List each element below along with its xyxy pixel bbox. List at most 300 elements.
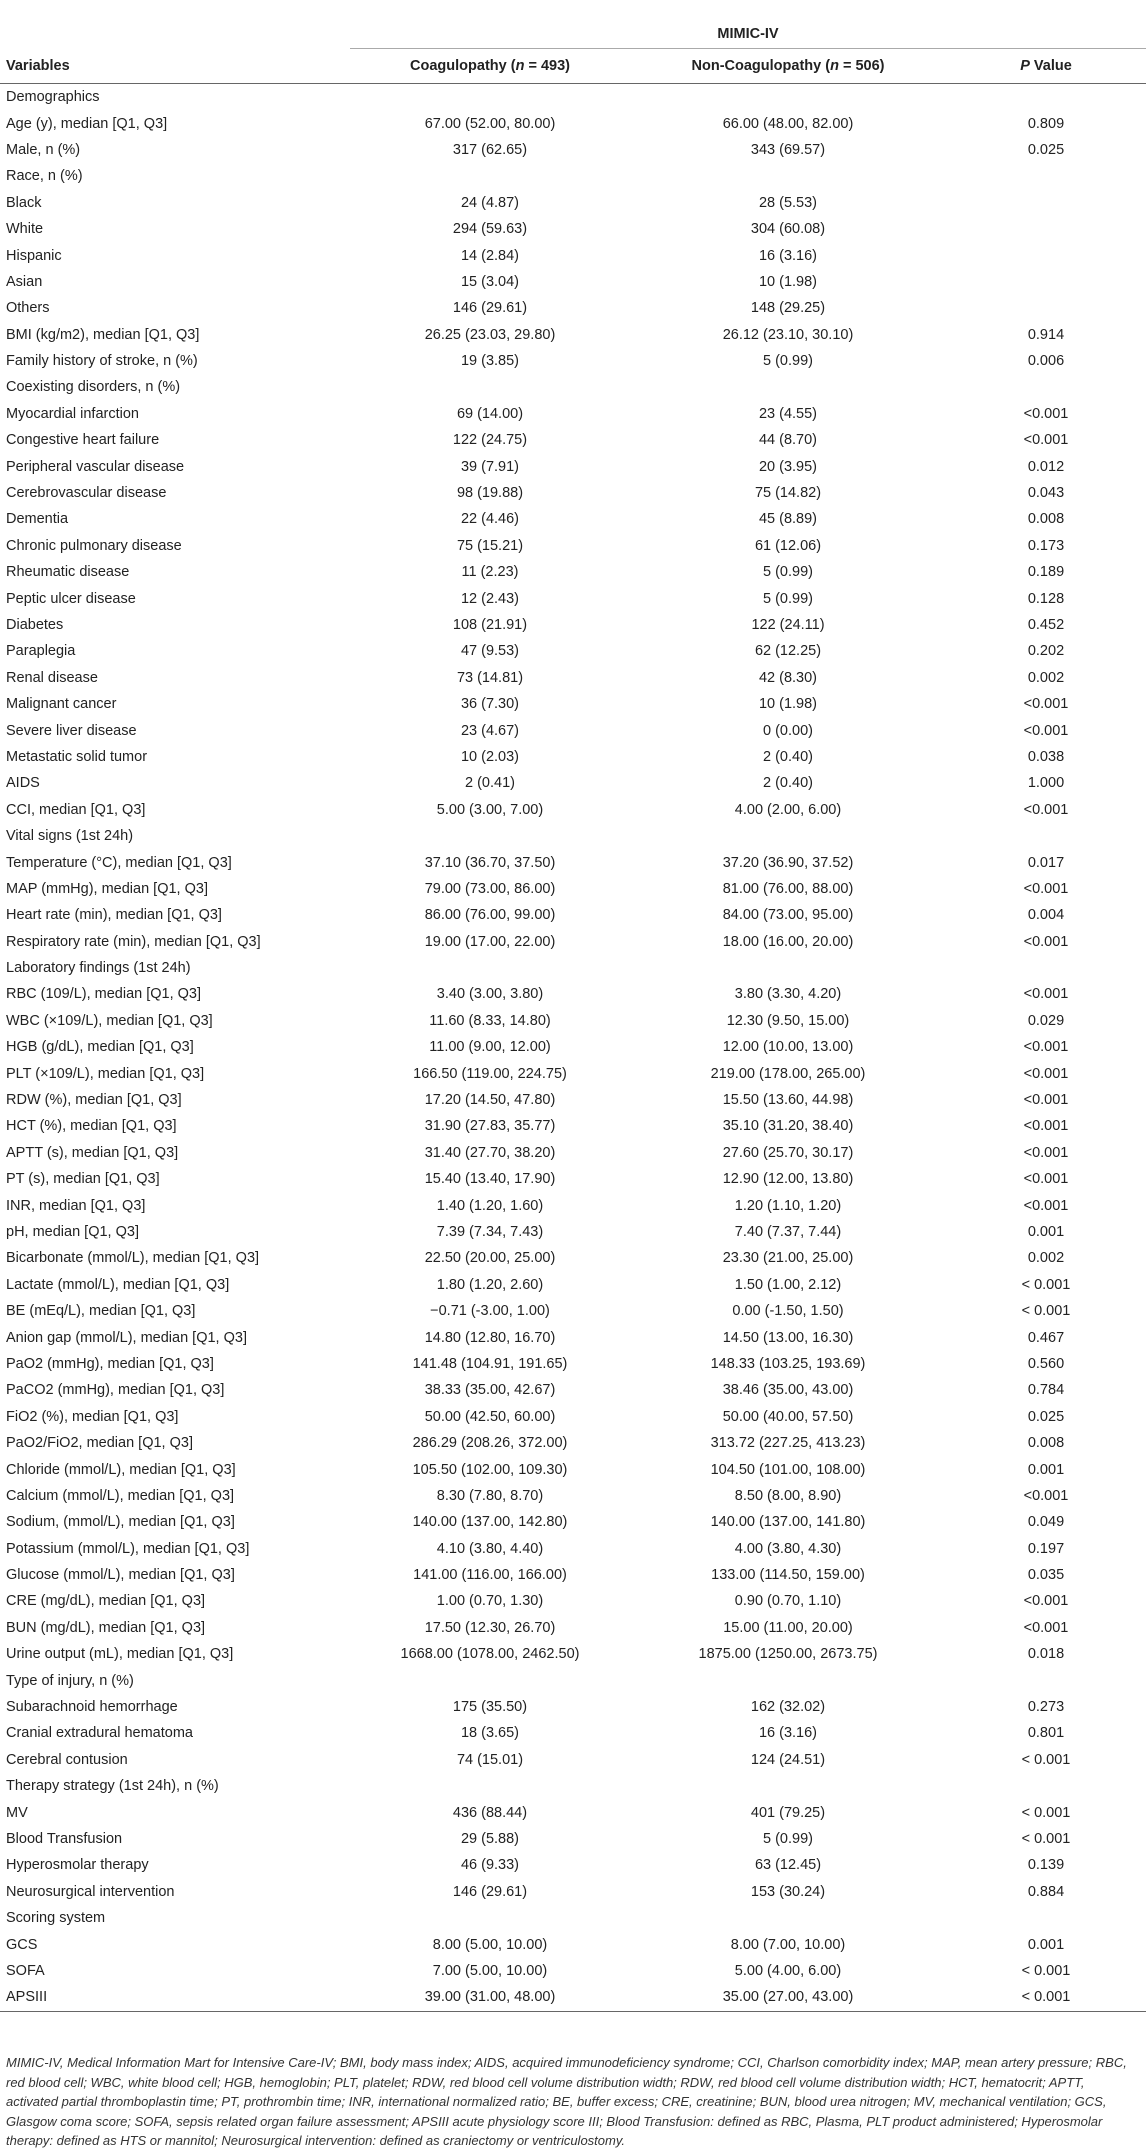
- variable-cell: Peptic ulcer disease: [6, 590, 136, 607]
- coagulopathy-cell: 15 (3.04): [460, 273, 520, 290]
- table-row: [0, 1931, 1146, 1957]
- coagulopathy-cell: 8.00 (5.00, 10.00): [432, 1936, 548, 1953]
- coagulopathy-cell: [350, 1667, 630, 1693]
- p-value-cell: [946, 269, 1146, 295]
- coagulopathy-cell: 146 (29.61): [452, 1883, 528, 1900]
- table-row: [0, 797, 1146, 823]
- table-row: [0, 216, 1146, 242]
- group-header-spacer: [0, 0, 350, 49]
- coagulopathy-cell: 69 (14.00): [456, 405, 524, 422]
- table-row: [0, 1799, 1146, 1825]
- coagulopathy-cell: 18 (3.65): [460, 1725, 520, 1742]
- non-coagulopathy-cell: 12.00 (10.00, 13.00): [722, 1039, 854, 1056]
- non-coagulopathy-cell: 23.30 (21.00, 25.00): [722, 1250, 854, 1267]
- non-coagulopathy-cell: 15.50 (13.60, 44.98): [722, 1092, 854, 1109]
- table-row: [0, 876, 1146, 902]
- coagulopathy-cell: 7.00 (5.00, 10.00): [432, 1962, 548, 1979]
- p-value-cell: <0.001: [1023, 986, 1069, 1003]
- variable-cell: Potassium (mmol/L), median [Q1, Q3]: [6, 1540, 250, 1557]
- non-coagulopathy-cell: 122 (24.11): [751, 617, 825, 633]
- p-value-cell: <0.001: [1023, 722, 1069, 739]
- variable-cell: Diabetes: [6, 617, 64, 633]
- table-row: [0, 902, 1146, 928]
- non-coagulopathy-cell: 304 (60.08): [750, 221, 826, 238]
- table-row: [0, 1113, 1146, 1139]
- p-value-cell: <0.001: [1023, 432, 1069, 449]
- non-coagulopathy-cell: 219.00 (178.00, 265.00): [710, 1065, 866, 1082]
- study-group-header: MIMIC-IV: [350, 0, 1146, 49]
- coagulopathy-cell: 5.00 (3.00, 7.00): [436, 801, 544, 818]
- variable-cell: SOFA: [6, 1962, 45, 1979]
- p-value-cell: <0.001: [1023, 1593, 1069, 1610]
- coagulopathy-cell: 17.50 (12.30, 26.70): [424, 1619, 556, 1636]
- p-value-cell: < 0.001: [1021, 1804, 1071, 1821]
- non-coagulopathy-cell: 104.50 (101.00, 108.00): [710, 1461, 866, 1478]
- table-row: [0, 1430, 1146, 1456]
- non-coagulopathy-cell: [630, 1667, 946, 1693]
- p-value-cell: 0.173: [1027, 537, 1065, 554]
- coagulopathy-cell: 11.00 (9.00, 12.00): [429, 1039, 551, 1056]
- table-row: [0, 691, 1146, 717]
- variable-cell: Congestive heart failure: [6, 432, 160, 449]
- section-row: [0, 84, 1146, 111]
- variable-cell: pH, median [Q1, Q3]: [6, 1223, 139, 1240]
- p-value-cell: 0.884: [1027, 1883, 1065, 1900]
- table-row: [0, 1588, 1146, 1614]
- p-value-cell: 0.018: [1027, 1646, 1065, 1663]
- p-value-cell: 0.467: [1027, 1329, 1065, 1346]
- table-row: [0, 1641, 1146, 1667]
- section-row: [0, 1905, 1146, 1931]
- non-coagulopathy-cell: 4.00 (2.00, 6.00): [734, 801, 842, 818]
- p-value-cell: 0.025: [1027, 141, 1065, 158]
- p-value-cell: < 0.001: [946, 1984, 1146, 2011]
- non-coagulopathy-cell: 313.72 (227.25, 413.23): [710, 1435, 866, 1452]
- variable-cell: Dementia: [6, 511, 69, 528]
- non-coagulopathy-cell: 66.00 (48.00, 82.00): [722, 115, 854, 132]
- variable-cell: Urine output (mL), median [Q1, Q3]: [6, 1646, 234, 1663]
- table-row: [0, 929, 1146, 955]
- variable-cell: PaO2/FiO2, median [Q1, Q3]: [6, 1435, 193, 1452]
- table-row: [0, 585, 1146, 611]
- non-coagulopathy-cell: 3.80 (3.30, 4.20): [734, 986, 842, 1003]
- variable-cell: Cerebrovascular disease: [6, 485, 167, 502]
- coagulopathy-cell: 26.25 (23.03, 29.80): [424, 326, 556, 343]
- coagulopathy-cell: 1.80 (1.20, 2.60): [436, 1276, 544, 1293]
- variable-cell: Vital signs (1st 24h): [6, 828, 134, 845]
- non-coagulopathy-cell: 12.90 (12.00, 13.80): [722, 1171, 854, 1188]
- p-value-cell: 0.012: [1027, 458, 1065, 475]
- coagulopathy-cell: 24 (4.87): [460, 194, 520, 211]
- p-value-cell: 0.001: [1027, 1223, 1065, 1240]
- variable-cell: HCT (%), median [Q1, Q3]: [6, 1118, 177, 1135]
- coagulopathy-cell: 50.00 (42.50, 60.00): [424, 1408, 556, 1425]
- coagulopathy-cell: 29 (5.88): [460, 1830, 520, 1847]
- variable-cell: Race, n (%): [6, 168, 83, 185]
- table-row: [0, 1984, 1146, 2011]
- non-coagulopathy-cell: 5 (0.99): [763, 1830, 813, 1847]
- variable-cell: Black: [6, 194, 42, 211]
- coagulopathy-cell: 10 (2.03): [460, 748, 520, 765]
- table-row: [0, 1747, 1146, 1773]
- table-row: [0, 1060, 1146, 1086]
- table-row: [0, 1140, 1146, 1166]
- table-row: [0, 1694, 1146, 1720]
- coagulopathy-cell: 31.40 (27.70, 38.20): [424, 1144, 556, 1161]
- table-row: [0, 1483, 1146, 1509]
- variable-cell: Coexisting disorders, n (%): [6, 379, 181, 396]
- coagulopathy-cell: 79.00 (73.00, 86.00): [424, 880, 556, 897]
- coagulopathy-cell: 166.50 (119.00, 224.75): [413, 1065, 567, 1082]
- non-coagulopathy-cell: 15.00 (11.00, 20.00): [723, 1619, 853, 1636]
- table-row: [0, 1192, 1146, 1218]
- p-value-cell: <0.001: [1023, 933, 1069, 950]
- p-value-cell: 0.784: [1027, 1382, 1065, 1399]
- p-value-cell: 0.002: [1027, 1250, 1065, 1267]
- p-value-cell: 0.049: [1027, 1514, 1065, 1531]
- table-row: [0, 1087, 1146, 1113]
- non-coagulopathy-cell: 10 (1.98): [758, 273, 818, 290]
- p-value-cell: [946, 242, 1146, 268]
- coagulopathy-cell: 317 (62.65): [452, 141, 528, 158]
- variable-cell: INR, median [Q1, Q3]: [6, 1197, 146, 1214]
- variable-cell: Bicarbonate (mmol/L), median [Q1, Q3]: [6, 1250, 260, 1267]
- variable-cell: BMI (kg/m2), median [Q1, Q3]: [6, 326, 200, 343]
- coagulopathy-cell: −0.71 (-3.00, 1.00): [430, 1303, 550, 1320]
- p-value-cell: [946, 216, 1146, 242]
- variable-cell: Respiratory rate (min), median [Q1, Q3]: [6, 933, 261, 950]
- variable-cell: Rheumatic disease: [6, 564, 130, 581]
- p-value-cell: <0.001: [1023, 696, 1069, 713]
- table-row: [0, 506, 1146, 532]
- table-row: [0, 401, 1146, 427]
- table-row: [0, 1245, 1146, 1271]
- section-row: [0, 1773, 1146, 1799]
- p-value-cell: 0.035: [1027, 1567, 1065, 1584]
- non-coagulopathy-cell: [630, 823, 946, 849]
- coagulopathy-cell: 141.00 (116.00, 166.00): [413, 1567, 567, 1584]
- variable-cell: Therapy strategy (1st 24h), n (%): [6, 1778, 219, 1795]
- coagulopathy-cell: 46 (9.33): [460, 1857, 520, 1874]
- table-row: [0, 1456, 1146, 1482]
- table-row: [0, 322, 1146, 348]
- p-value-cell: 0.914: [1027, 326, 1065, 343]
- variable-cell: BE (mEq/L), median [Q1, Q3]: [6, 1303, 196, 1320]
- non-coagulopathy-cell: 18.00 (16.00, 20.00): [722, 933, 854, 950]
- variable-cell: Hyperosmolar therapy: [6, 1857, 149, 1874]
- non-coagulopathy-cell: 27.60 (25.70, 30.17): [722, 1144, 854, 1161]
- non-coagulopathy-cell: 50.00 (40.00, 57.50): [722, 1408, 854, 1425]
- table-row: [0, 427, 1146, 453]
- non-coagulopathy-cell: 2 (0.40): [763, 775, 813, 792]
- non-coagulopathy-cell: 37.20 (36.90, 37.52): [722, 854, 854, 871]
- non-coagulopathy-cell: [630, 374, 946, 400]
- non-coagulopathy-cell: 45 (8.89): [758, 511, 818, 528]
- non-coagulopathy-cell: 5.00 (4.00, 6.00): [734, 1962, 842, 1979]
- non-coagulopathy-cell: [630, 955, 946, 981]
- table-row: [0, 269, 1146, 295]
- non-coagulopathy-cell: 8.00 (7.00, 10.00): [730, 1936, 846, 1953]
- p-value-cell: 0.801: [1027, 1725, 1065, 1742]
- p-value-cell: < 0.001: [1021, 1303, 1071, 1320]
- variable-cell: Sodium, (mmol/L), median [Q1, Q3]: [6, 1514, 235, 1531]
- variable-cell: AIDS: [6, 775, 40, 792]
- non-coagulopathy-cell: 4.00 (3.80, 4.30): [734, 1540, 842, 1557]
- variable-cell: Chronic pulmonary disease: [6, 537, 182, 554]
- section-row: [0, 955, 1146, 981]
- variable-cell: Others: [6, 300, 50, 317]
- variable-cell: GCS: [6, 1936, 38, 1953]
- coagulopathy-cell: 436 (88.44): [452, 1804, 528, 1821]
- p-value-cell: < 0.001: [1021, 1830, 1071, 1847]
- non-coagulopathy-cell: 0.90 (0.70, 1.10): [734, 1593, 842, 1610]
- coagulopathy-cell: 8.30 (7.80, 8.70): [436, 1487, 544, 1504]
- variable-cell: Malignant cancer: [6, 696, 117, 713]
- table-row: [0, 770, 1146, 796]
- variable-cell: Subarachnoid hemorrhage: [6, 1699, 178, 1716]
- p-value-cell: 0.043: [1027, 485, 1065, 502]
- table-row: [0, 1826, 1146, 1852]
- coagulopathy-cell: 108 (21.91): [452, 617, 528, 633]
- coagulopathy-cell: 15.40 (13.40, 17.90): [424, 1171, 556, 1188]
- table-row: [0, 612, 1146, 638]
- p-value-cell: 0.128: [1027, 590, 1065, 607]
- p-value-cell: 0.273: [1027, 1699, 1065, 1716]
- variable-cell: Cerebral contusion: [6, 1751, 128, 1768]
- p-value-cell: <0.001: [1023, 1619, 1069, 1636]
- p-value-cell: <0.001: [1023, 1118, 1069, 1135]
- p-value-cell: <0.001: [1023, 1144, 1069, 1161]
- non-coagulopathy-cell: 8.50 (8.00, 8.90): [734, 1487, 842, 1504]
- variable-cell: Lactate (mmol/L), median [Q1, Q3]: [6, 1276, 230, 1293]
- coagulopathy-cell: 175 (35.50): [452, 1699, 528, 1716]
- non-coagulopathy-cell: 153 (30.24): [750, 1883, 826, 1900]
- non-coagulopathy-cell: 148 (29.25): [750, 300, 826, 317]
- section-row: [0, 374, 1146, 400]
- coagulopathy-cell: 1668.00 (1078.00, 2462.50): [400, 1646, 580, 1663]
- p-value-cell: 0.008: [1027, 511, 1065, 528]
- non-coagulopathy-cell: 162 (32.02): [750, 1699, 826, 1716]
- variable-cell: Cranial extradural hematoma: [6, 1725, 193, 1742]
- non-coagulopathy-cell: 0 (0.00): [763, 722, 813, 739]
- table-row: [0, 1879, 1146, 1905]
- p-value-cell: 0.008: [1027, 1435, 1065, 1452]
- non-coagulopathy-cell: 12.30 (9.50, 15.00): [726, 1012, 850, 1029]
- variable-cell: Demographics: [6, 89, 100, 106]
- variable-cell: FiO2 (%), median [Q1, Q3]: [6, 1408, 179, 1425]
- non-coagulopathy-cell: 5 (0.99): [763, 353, 813, 370]
- table-row: [0, 1324, 1146, 1350]
- table-row: [0, 1720, 1146, 1746]
- table-row: [0, 190, 1146, 216]
- table-row: [0, 295, 1146, 321]
- coagulopathy-cell: 98 (19.88): [456, 485, 524, 502]
- coagulopathy-cell: 19 (3.85): [460, 353, 520, 370]
- variable-cell: MV: [6, 1804, 28, 1821]
- table-row: [0, 1008, 1146, 1034]
- non-coagulopathy-cell: 343 (69.57): [750, 141, 826, 158]
- coagulopathy-cell: 122 (24.75): [452, 432, 528, 449]
- variable-cell: Neurosurgical intervention: [6, 1883, 175, 1900]
- table-row: [0, 1535, 1146, 1561]
- non-coagulopathy-cell: 28 (5.53): [758, 194, 818, 211]
- non-coagulopathy-cell: 140.00 (137.00, 141.80): [710, 1514, 866, 1531]
- p-value-cell: [946, 955, 1146, 981]
- table-row: [0, 981, 1146, 1007]
- variable-cell: Heart rate (min), median [Q1, Q3]: [6, 907, 222, 924]
- variable-cell: Hispanic: [6, 247, 62, 264]
- p-value-cell: [946, 84, 1146, 111]
- non-coagulopathy-cell: 44 (8.70): [758, 432, 818, 449]
- table-row: [0, 1034, 1146, 1060]
- table-footnote: MIMIC-IV, Medical Information Mart for Intensive Care-IV; BMI, body mass index; AIDS, acquired immunodeficiency syndrome; CCI, Charlson comorbidity index; MAP, mean artery pressure; RBC, red blood cell; WBC, white blood cell; HGB, hemoglobin; PLT, platelet; RDW, red blood cell volume distribution width; RDW, red blood cell volume distribution width; HCT, hematocrit; APTT, activated partial thromboplastin time; PT, prothrombin time; INR, international normalized ratio; BE, buffer excess; CRE, creatinine; BUN, blood urea nitrogen; MV, mechanical ventilation; GCS, Glasgow coma score; SOFA, sepsis related organ failure assessment; APSIII acute physiology score III; Blood Transfusion: defined as RBC, Plasma, PLT product administered; Hyperosmolar therapy: defined as HTS or mannitol; Neurosurgical intervention: defined as craniectomy or ventriculostomy.: [6, 2055, 1127, 2148]
- non-coagulopathy-cell: 148.33 (103.25, 193.69): [710, 1355, 866, 1372]
- header-non-coagulopathy: Non-Coagulopathy (n = 506): [630, 49, 946, 84]
- p-value-cell: 0.809: [1027, 115, 1065, 132]
- table-row: [0, 1509, 1146, 1535]
- p-value-cell: 0.025: [1027, 1408, 1065, 1425]
- non-coagulopathy-cell: 0.00 (-1.50, 1.50): [732, 1303, 844, 1320]
- section-row: [0, 1667, 1146, 1693]
- coagulopathy-cell: 141.48 (104.91, 191.65): [412, 1355, 568, 1372]
- table-row: [0, 1166, 1146, 1192]
- non-coagulopathy-cell: [630, 1773, 946, 1799]
- section-row: [0, 163, 1146, 189]
- variable-cell: Type of injury, n (%): [6, 1672, 134, 1689]
- coagulopathy-cell: 11.60 (8.33, 14.80): [429, 1012, 551, 1029]
- p-value-cell: [946, 1905, 1146, 1931]
- coagulopathy-cell: 17.20 (14.50, 47.80): [424, 1092, 556, 1109]
- table-row: [0, 665, 1146, 691]
- p-value-cell: [946, 295, 1146, 321]
- coagulopathy-cell: 286.29 (208.26, 372.00): [412, 1435, 568, 1452]
- non-coagulopathy-cell: 14.50 (13.00, 16.30): [722, 1329, 854, 1346]
- variable-cell: RDW (%), median [Q1, Q3]: [6, 1092, 182, 1109]
- table-row: [0, 717, 1146, 743]
- coagulopathy-cell: 67.00 (52.00, 80.00): [424, 115, 556, 132]
- p-value-cell: 0.139: [1027, 1857, 1065, 1874]
- non-coagulopathy-cell: 5 (0.99): [763, 564, 813, 581]
- variable-cell: Paraplegia: [6, 643, 76, 660]
- coagulopathy-cell: [350, 84, 630, 111]
- coagulopathy-cell: [350, 1905, 630, 1931]
- coagulopathy-cell: 47 (9.53): [460, 643, 520, 660]
- coagulopathy-cell: 14 (2.84): [460, 247, 520, 264]
- variable-cell: Metastatic solid tumor: [6, 748, 148, 765]
- p-value-cell: [946, 163, 1146, 189]
- non-coagulopathy-cell: 75 (14.82): [754, 485, 822, 502]
- table-row: [0, 1958, 1146, 1984]
- p-value-cell: [946, 1667, 1146, 1693]
- p-value-cell: [946, 374, 1146, 400]
- table-row: [0, 348, 1146, 374]
- non-coagulopathy-cell: 1875.00 (1250.00, 2673.75): [698, 1646, 878, 1663]
- p-value-cell: 0.006: [1027, 353, 1065, 370]
- non-coagulopathy-cell: 61 (12.06): [754, 537, 822, 554]
- variable-cell: Male, n (%): [6, 141, 81, 158]
- variable-cell: CCI, median [Q1, Q3]: [6, 801, 146, 818]
- p-value-cell: < 0.001: [1021, 1276, 1071, 1293]
- variable-cell: MAP (mmHg), median [Q1, Q3]: [6, 880, 208, 897]
- non-coagulopathy-cell: [630, 1905, 946, 1931]
- table-row: [0, 1404, 1146, 1430]
- non-coagulopathy-cell: [630, 84, 946, 111]
- header-p-value: P Value: [946, 49, 1146, 84]
- p-value-cell: <0.001: [1023, 405, 1069, 422]
- p-value-cell: <0.001: [1023, 801, 1069, 818]
- coagulopathy-cell: 2 (0.41): [465, 775, 515, 792]
- header-coagulopathy: Coagulopathy (n = 493): [350, 49, 630, 84]
- table-row: [0, 242, 1146, 268]
- variable-cell: BUN (mg/dL), median [Q1, Q3]: [6, 1619, 206, 1636]
- table-row: [0, 480, 1146, 506]
- variable-cell: Laboratory findings (1st 24h): [6, 960, 191, 977]
- coagulopathy-cell: 11 (2.23): [461, 564, 519, 581]
- table-row: [0, 137, 1146, 163]
- non-coagulopathy-cell: 16 (3.16): [758, 1725, 818, 1742]
- coagulopathy-cell: 294 (59.63): [452, 221, 528, 238]
- coagulopathy-cell: 19.00 (17.00, 22.00): [424, 933, 556, 950]
- variable-cell: Chloride (mmol/L), median [Q1, Q3]: [6, 1461, 236, 1478]
- non-coagulopathy-cell: 35.00 (27.00, 43.00): [630, 1984, 946, 2011]
- p-value-cell: 0.189: [1027, 564, 1065, 581]
- variable-cell: RBC (109/L), median [Q1, Q3]: [6, 986, 202, 1003]
- non-coagulopathy-cell: 63 (12.45): [754, 1857, 822, 1874]
- p-value-cell: <0.001: [1023, 1065, 1069, 1082]
- variable-cell: Scoring system: [6, 1910, 106, 1927]
- section-row: [0, 823, 1146, 849]
- p-value-cell: 0.560: [1027, 1355, 1065, 1372]
- coagulopathy-cell: 37.10 (36.70, 37.50): [424, 854, 556, 871]
- coagulopathy-cell: 86.00 (76.00, 99.00): [424, 907, 556, 924]
- non-coagulopathy-cell: 23 (4.55): [758, 405, 818, 422]
- variable-cell: Family history of stroke, n (%): [6, 353, 198, 370]
- non-coagulopathy-cell: 1.20 (1.10, 1.20): [734, 1197, 842, 1214]
- variable-cell: Asian: [6, 273, 43, 290]
- non-coagulopathy-cell: 401 (79.25): [750, 1804, 826, 1821]
- non-coagulopathy-cell: 10 (1.98): [758, 696, 818, 713]
- coagulopathy-cell: 75 (15.21): [456, 537, 524, 554]
- variable-cell: White: [6, 221, 44, 238]
- p-value-cell: 0.017: [1027, 854, 1065, 871]
- coagulopathy-cell: 4.10 (3.80, 4.40): [436, 1540, 544, 1557]
- non-coagulopathy-cell: 1.50 (1.00, 2.12): [734, 1276, 842, 1293]
- table-row: [0, 533, 1146, 559]
- coagulopathy-cell: 1.40 (1.20, 1.60): [436, 1197, 544, 1214]
- p-value-cell: <0.001: [1023, 1092, 1069, 1109]
- p-value-cell: 0.004: [1027, 907, 1065, 924]
- coagulopathy-cell: 39.00 (31.00, 48.00): [350, 1984, 630, 2011]
- coagulopathy-cell: 38.33 (35.00, 42.67): [424, 1382, 556, 1399]
- coagulopathy-cell: [350, 955, 630, 981]
- non-coagulopathy-cell: 62 (12.25): [754, 643, 822, 660]
- non-coagulopathy-cell: 16 (3.16): [758, 247, 818, 264]
- variable-cell: Peripheral vascular disease: [6, 458, 185, 475]
- table-row: [0, 1377, 1146, 1403]
- coagulopathy-cell: 22 (4.46): [460, 511, 520, 528]
- variable-cell: Blood Transfusion: [6, 1830, 123, 1847]
- p-value-cell: < 0.001: [1021, 1751, 1071, 1768]
- table-row: [0, 453, 1146, 479]
- coagulopathy-cell: 31.90 (27.83, 35.77): [424, 1118, 556, 1135]
- p-value-cell: 0.001: [1027, 1461, 1065, 1478]
- p-value-cell: [946, 1773, 1146, 1799]
- table-row: [0, 1272, 1146, 1298]
- non-coagulopathy-cell: 26.12 (23.10, 30.10): [722, 326, 854, 343]
- table-row: [0, 744, 1146, 770]
- variable-cell: Myocardial infarction: [6, 405, 139, 422]
- coagulopathy-cell: 74 (15.01): [456, 1751, 524, 1768]
